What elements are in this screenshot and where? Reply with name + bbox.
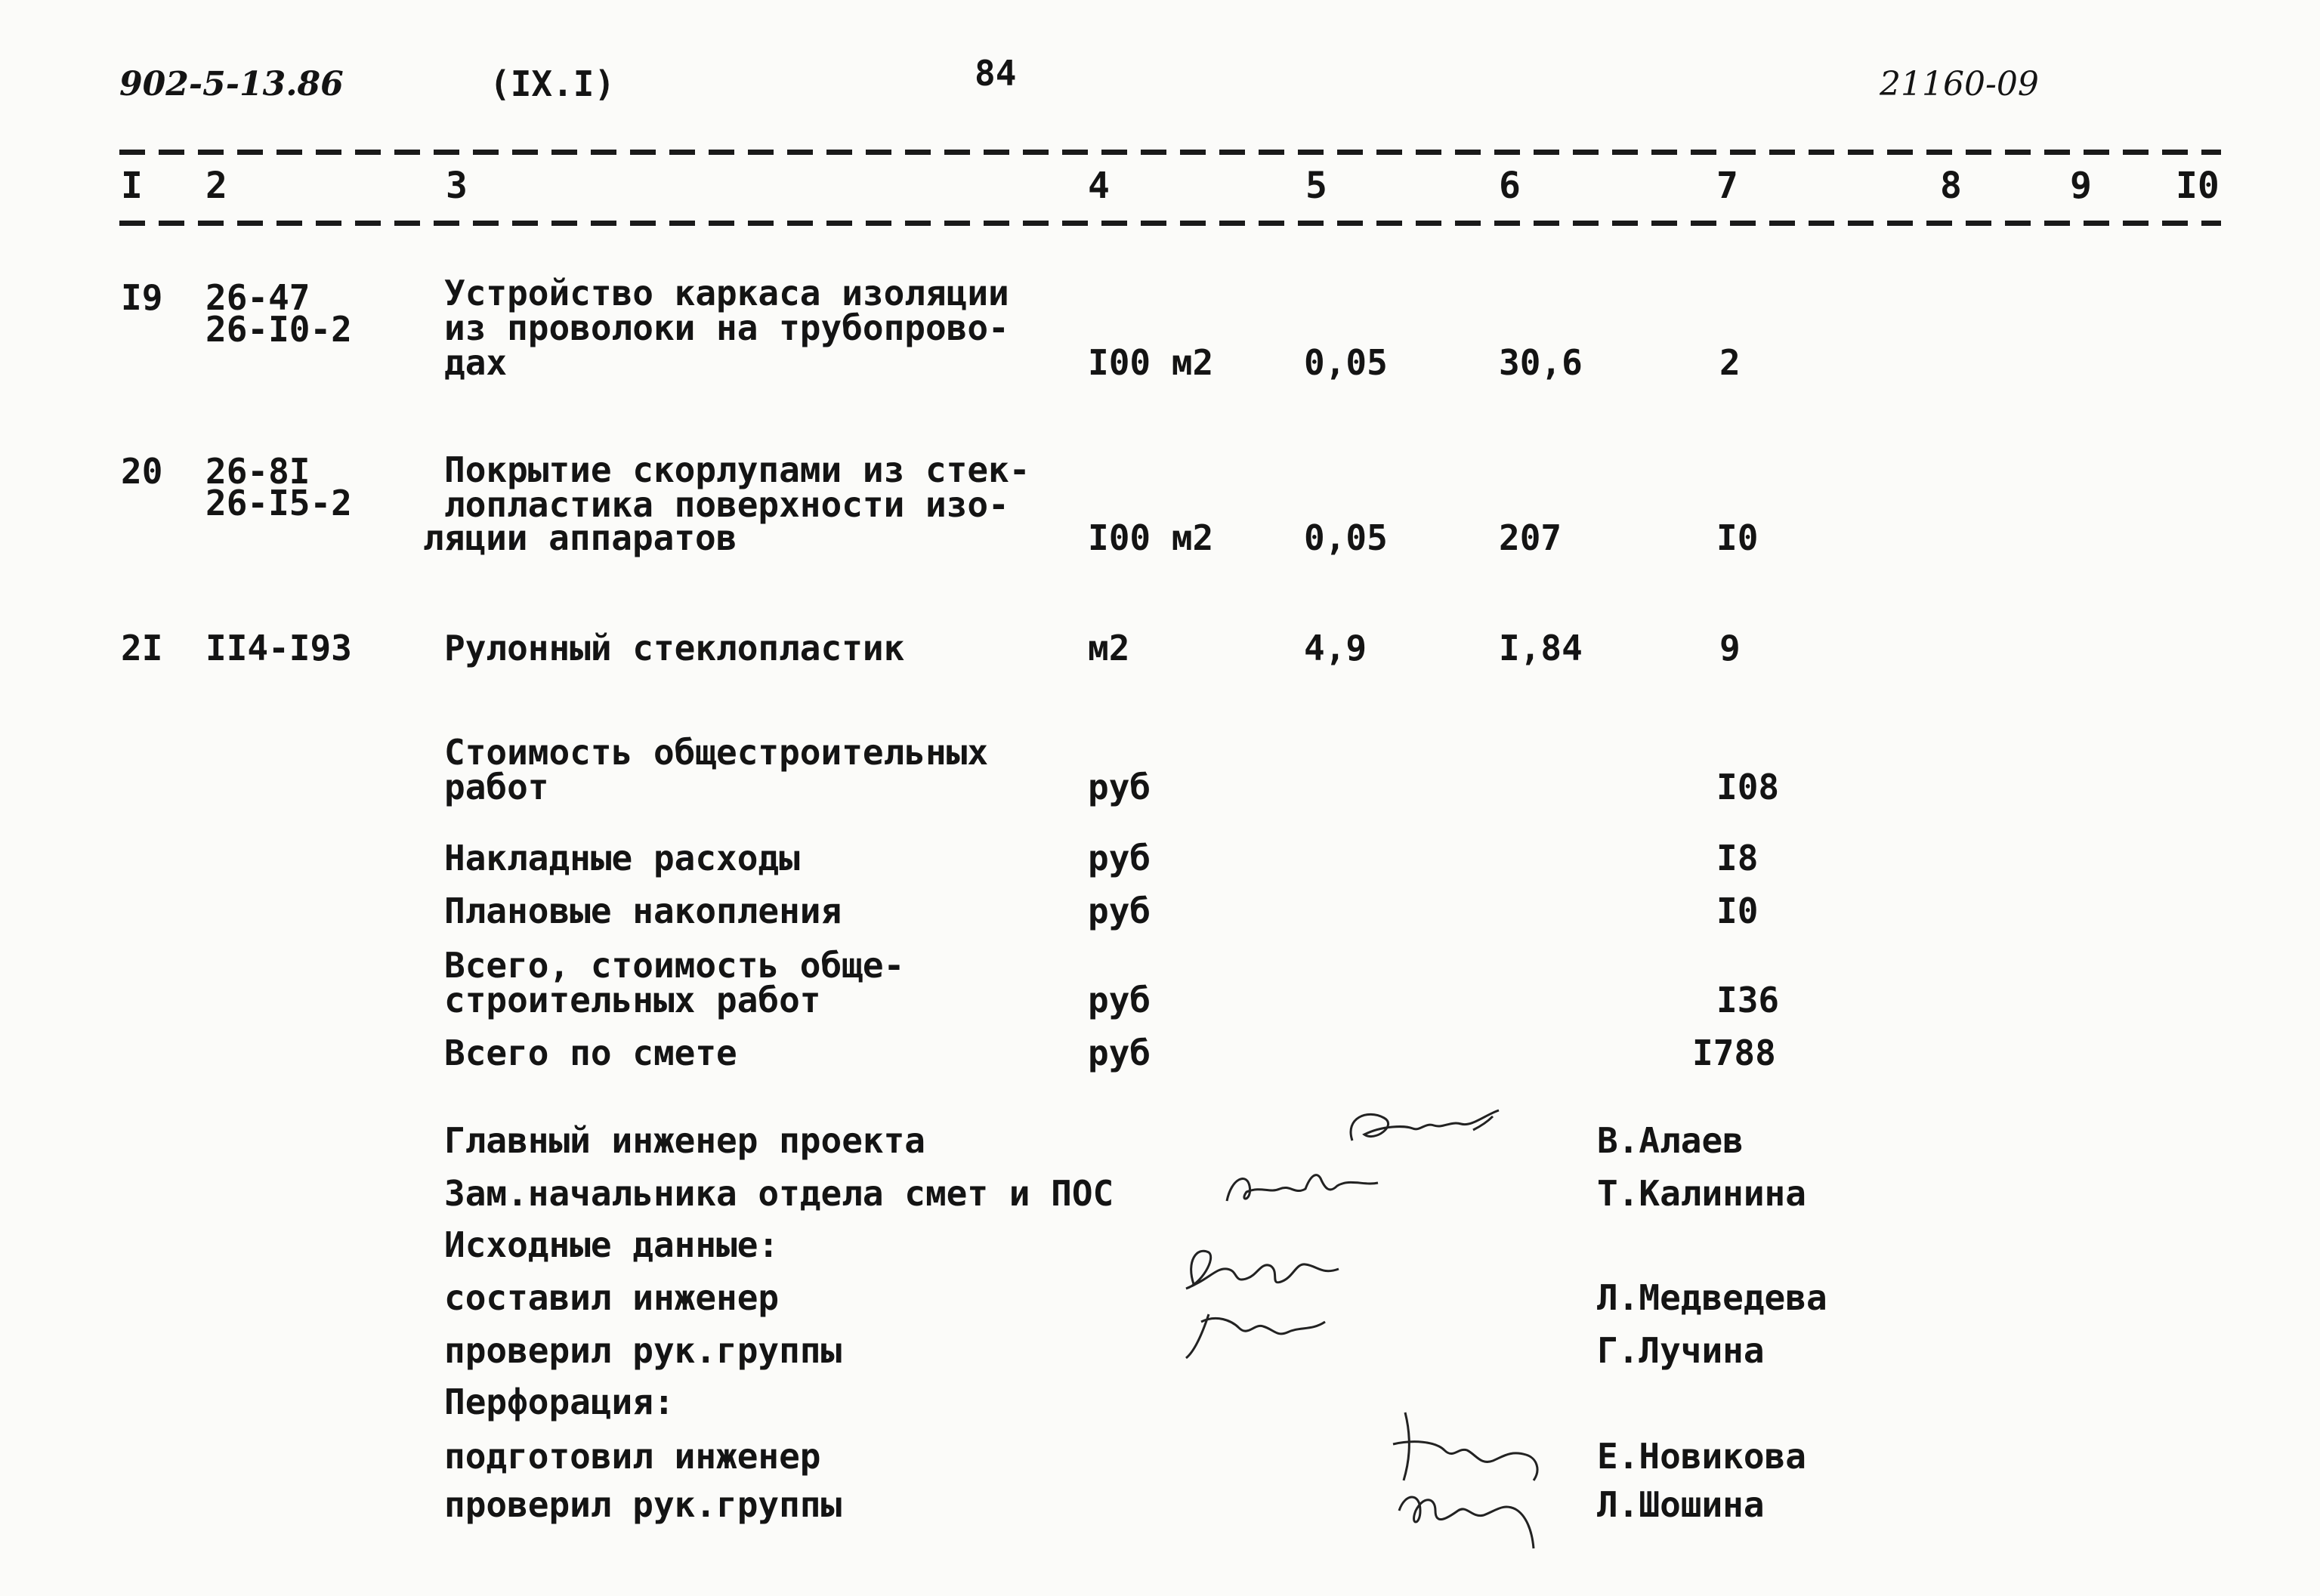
row-unit-price: 207 <box>1499 517 1562 558</box>
signatory-name: Л.Медведева <box>1597 1277 1827 1318</box>
signatory-name: Г.Лучина <box>1597 1330 1765 1371</box>
signature-title: составил инженер <box>444 1277 780 1318</box>
header-rule-top <box>119 150 2221 155</box>
summary-total: I788 <box>1692 1033 1776 1073</box>
signatory-name: Л.Шошина <box>1597 1484 1765 1525</box>
row-unit-price: I,84 <box>1499 628 1583 668</box>
summary-unit: руб <box>1088 767 1151 807</box>
page-number: 84 <box>975 53 1017 94</box>
signature-title: подготовил инженер <box>444 1436 821 1477</box>
row-number: I9 <box>121 277 163 318</box>
summary-label: Накладные расходы <box>444 838 800 878</box>
handwritten-signature <box>1337 1095 1518 1156</box>
row-code: 26-I0-2 <box>205 309 352 350</box>
row-description: Покрытие скорлупами из стек- <box>444 449 1030 490</box>
summary-label: строительных работ <box>444 980 821 1020</box>
column-header-10: I0 <box>2176 165 2220 207</box>
summary-unit: руб <box>1088 891 1151 931</box>
signatory-name: Т.Калинина <box>1597 1173 1806 1214</box>
row-number: 2I <box>121 628 163 668</box>
row-code: II4-I93 <box>205 628 352 668</box>
row-description: Рулонный стеклопластик <box>444 628 905 668</box>
row-description: ляции аппаратов <box>423 517 737 558</box>
column-header-7: 7 <box>1716 165 1738 207</box>
row-unit: I00 м2 <box>1088 517 1214 558</box>
doc-code: 902-5-13.86 <box>119 65 344 103</box>
summary-label: Стоимость общестроительных <box>444 732 989 773</box>
summary-unit: руб <box>1088 1033 1151 1073</box>
summary-total: I08 <box>1716 767 1780 807</box>
summary-unit: руб <box>1088 838 1151 878</box>
header-rule-bottom <box>119 221 2221 226</box>
row-total: 2 <box>1719 342 1741 383</box>
row-quantity: 0,05 <box>1304 342 1388 383</box>
summary-total: I8 <box>1716 838 1759 878</box>
signature-title: проверил рук.группы <box>444 1484 842 1525</box>
row-description: дах <box>444 342 508 383</box>
column-header-5: 5 <box>1305 165 1327 207</box>
handwritten-signature <box>1382 1397 1564 1556</box>
column-header-2: 2 <box>205 165 227 207</box>
signatory-name: Е.Новикова <box>1597 1436 1806 1477</box>
row-unit: I00 м2 <box>1088 342 1214 383</box>
summary-total: I0 <box>1716 891 1759 931</box>
summary-label: Всего, стоимость обще- <box>444 945 905 986</box>
column-header-3: 3 <box>446 165 468 207</box>
handwritten-signature <box>1216 1156 1398 1216</box>
row-description: из проволоки на трубопрово- <box>444 307 1009 348</box>
summary-total: I36 <box>1716 980 1780 1020</box>
handwritten-signature <box>1163 1231 1375 1360</box>
summary-unit: руб <box>1088 980 1151 1020</box>
column-header-4: 4 <box>1088 165 1110 207</box>
row-total: 9 <box>1719 628 1741 668</box>
signature-title: Зам.начальника отдела смет и ПОС <box>444 1173 1114 1214</box>
section-code: (IX.I) <box>490 63 616 104</box>
row-code: 26-8I <box>205 451 310 492</box>
signature-title: проверил рук.группы <box>444 1330 842 1371</box>
row-quantity: 0,05 <box>1304 517 1388 558</box>
summary-label: Плановые накопления <box>444 891 842 931</box>
summary-label: Всего по смете <box>444 1033 737 1073</box>
signature-heading: Перфорация: <box>444 1381 675 1422</box>
row-description: лопластика поверхности изо- <box>444 484 1009 525</box>
signatory-name: В.Алаев <box>1597 1120 1744 1161</box>
row-description: Устройство каркаса изоляции <box>444 273 1009 313</box>
row-code: 26-I5-2 <box>205 483 352 523</box>
signature-heading: Исходные данные: <box>444 1224 780 1265</box>
row-unit: м2 <box>1088 628 1130 668</box>
row-quantity: 4,9 <box>1304 628 1367 668</box>
summary-label: работ <box>444 767 549 807</box>
row-number: 20 <box>121 451 163 492</box>
archive-number: 21160-09 <box>1880 65 2039 103</box>
column-header-9: 9 <box>2070 165 2092 207</box>
column-header-1: I <box>121 165 143 207</box>
column-header-8: 8 <box>1940 165 1962 207</box>
column-header-6: 6 <box>1499 165 1521 207</box>
row-code: 26-47 <box>205 277 310 318</box>
row-unit-price: 30,6 <box>1499 342 1583 383</box>
signature-title: Главный инженер проекта <box>444 1120 925 1161</box>
row-total: I0 <box>1716 517 1759 558</box>
